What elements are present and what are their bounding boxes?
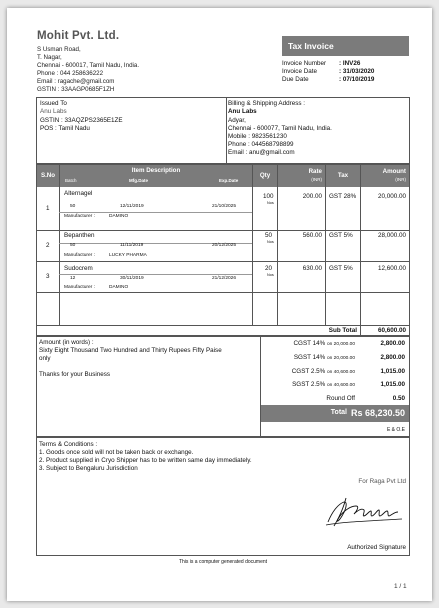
tax-name: CGST 2.5% [291,368,326,375]
tax-name: SGST 14% [293,354,326,361]
billing-email: Email : anu@gmail.com [228,149,295,156]
issued-to-name: Anu Labs [40,108,67,115]
tax-value: 2,800.00 [380,354,405,361]
invoice-page [7,8,432,601]
tax-basis: on 20,000.00 [326,356,355,361]
col-batch: Batch [65,178,77,183]
item-qty: 50 [265,232,273,239]
invoice-date: : 31/03/2020 [339,68,375,75]
eoe-note: E & O.E [386,427,405,433]
due-date-label: Due Date [282,76,309,83]
item-mfg-date: 11/11/2019 [120,243,144,248]
row-divider [37,292,409,293]
row-divider [37,261,409,262]
col-divider [59,165,60,325]
row-subdivider [59,274,252,275]
item-manufacturer: LUCKY PHARMA [109,253,147,258]
company-name: Mohit Pvt. Ltd. [37,30,120,42]
issued-to-heading: Issued To [40,100,67,107]
item-mfg-date: 30/11/2019 [120,276,144,281]
item-qty: 20 [265,265,273,272]
round-off-value: 0.50 [392,395,405,402]
address-line: Chennai - 600017, Tamil Nadu, India. [37,62,140,69]
document-title: Tax Invoice [282,36,409,56]
tax-label [263,368,355,377]
item-manufacturer: DAMINO [109,285,129,290]
address-box [36,97,410,164]
company-address [37,46,139,94]
item-manufacturer: DAMINO [109,214,129,219]
amount-words-line: only [39,355,51,362]
tax-value: 1,015.00 [380,381,405,388]
tax-name: SGST 2.5% [292,381,326,388]
qty-unit: Nos [267,240,274,244]
tax-basis: on 40,600.00 [326,383,355,388]
billing-phone: Phone : 044568798899 [228,141,294,148]
term-item: 1. Goods once sold will not be taken back or exchange. [39,449,194,456]
item-name: Bepanthen [64,232,95,239]
invoice-meta [282,60,374,84]
manufacturer-label: Manufacturer : [64,214,95,219]
item-rate: 630.00 [302,265,322,272]
col-tax: Tax [337,172,349,179]
signature-image [322,492,406,532]
total-label: Total [330,409,347,416]
amount-words-line: Sixty Eight Thousand Two Hundred and Thirty Rupees Fifty Paise [39,347,222,354]
item-batch: 50 [70,204,76,209]
row-subdivider [59,212,252,213]
invoice-date-label: Invoice Date [282,68,318,75]
col-divider [252,165,253,325]
company-email: Email : ragache@gmail.com [37,78,115,85]
company-phone: Phone : 044 258636222 [37,70,104,77]
item-tax: GST 28% [329,193,357,200]
item-name: Sudocrem [64,265,93,272]
authorized-signature-label: Authorized Signature [347,544,406,551]
tax-basis: on 20,000.00 [326,342,355,347]
col-rate: Rate [308,168,322,175]
col-qty: Qty [259,172,271,179]
address-line: S Usman Road, [37,46,81,53]
tax-name: CGST 14% [293,340,326,347]
item-amount: 28,000.00 [377,232,406,239]
tax-label [263,340,355,349]
billing-heading: Billing & Shipping Address : [228,100,306,107]
col-item: Item Description [131,167,181,174]
col-exp: Exp.Date [219,178,239,183]
tax-basis: on 40,600.00 [326,370,355,375]
invoice-number: : INV26 [339,60,361,67]
subtotal-label: Sub Total [328,327,357,334]
col-divider [325,165,326,325]
billing-mobile: Mobile : 9823561230 [228,133,287,140]
item-batch: 50 [70,243,76,248]
col-sno: S.No [40,172,56,179]
tax-label [263,381,355,390]
item-qty: 100 [263,193,274,200]
col-divider [277,165,278,325]
signature-for: For Raga Pvt Ltd [358,478,406,485]
term-item: 3. Subject to Bengaluru Jurisdiction [39,465,138,472]
billing-line: Chennai - 600077, Tamil Nadu, India. [228,125,332,132]
issued-to-gstin: GSTIN : 33AQZPS2365E1ZE [40,117,123,124]
tax-label [263,354,355,363]
manufacturer-label: Manufacturer : [64,253,95,258]
manufacturer-label: Manufacturer : [64,285,95,290]
round-off-label: Round Off [326,395,355,402]
item-tax: GST 5% [329,232,353,239]
qty-unit: Nos [267,273,274,277]
col-mfg: Mfg.Date [129,178,148,183]
amount-words-label: Amount (in words) : [39,339,94,346]
row-divider [37,230,409,231]
total-value: Rs 68,230.50 [350,407,405,418]
col-amount-unit: (INR) [395,177,406,182]
subtotal-value: 60,600.00 [377,327,406,334]
tax-value: 2,800.00 [380,340,405,347]
item-mfg-date: 12/11/2019 [120,204,144,209]
thanks-note: Thanks for your Business [39,371,111,378]
invoice-number-label: Invoice Number [282,60,327,67]
item-tax: GST 5% [329,265,353,272]
item-exp-date: 21/12/2026 [212,276,237,281]
terms-heading: Terms & Conditions : [39,441,98,448]
address-line: T. Nagar, [37,54,62,61]
row-sno: 2 [46,242,50,249]
due-date: : 07/10/2019 [339,76,375,83]
billing-name: Anu Labs [228,108,257,115]
computer-generated-note: This is a computer generated document [178,559,268,565]
item-rate: 560.00 [302,232,322,239]
row-sno: 3 [46,273,50,280]
col-rate-unit: (INR) [311,177,322,182]
page-number: 1 / 1 [394,583,407,590]
term-item: 2. Product supplied in Cryo Shipper has to be written same day immediately. [39,457,252,464]
qty-unit: Nos [267,201,274,205]
company-gstin: GSTIN : 33AAGP0685F1ZH [37,86,115,93]
row-divider [37,325,409,326]
row-sno: 1 [46,205,50,212]
item-batch: 12 [70,276,76,281]
item-amount: 20,000.00 [377,193,406,200]
item-exp-date: 21/10/2025 [212,204,237,209]
col-divider [360,165,361,325]
tax-value: 1,015.00 [380,368,405,375]
item-name: Alternagel [64,190,93,197]
item-rate: 200.00 [302,193,322,200]
issued-to-pos: POS : Tamil Nadu [40,125,90,132]
col-amount: Amount [382,168,406,175]
billing-line: Adyar, [228,117,246,124]
divider [226,97,227,164]
item-amount: 12,600.00 [377,265,406,272]
item-exp-date: 20/12/2025 [212,243,237,248]
